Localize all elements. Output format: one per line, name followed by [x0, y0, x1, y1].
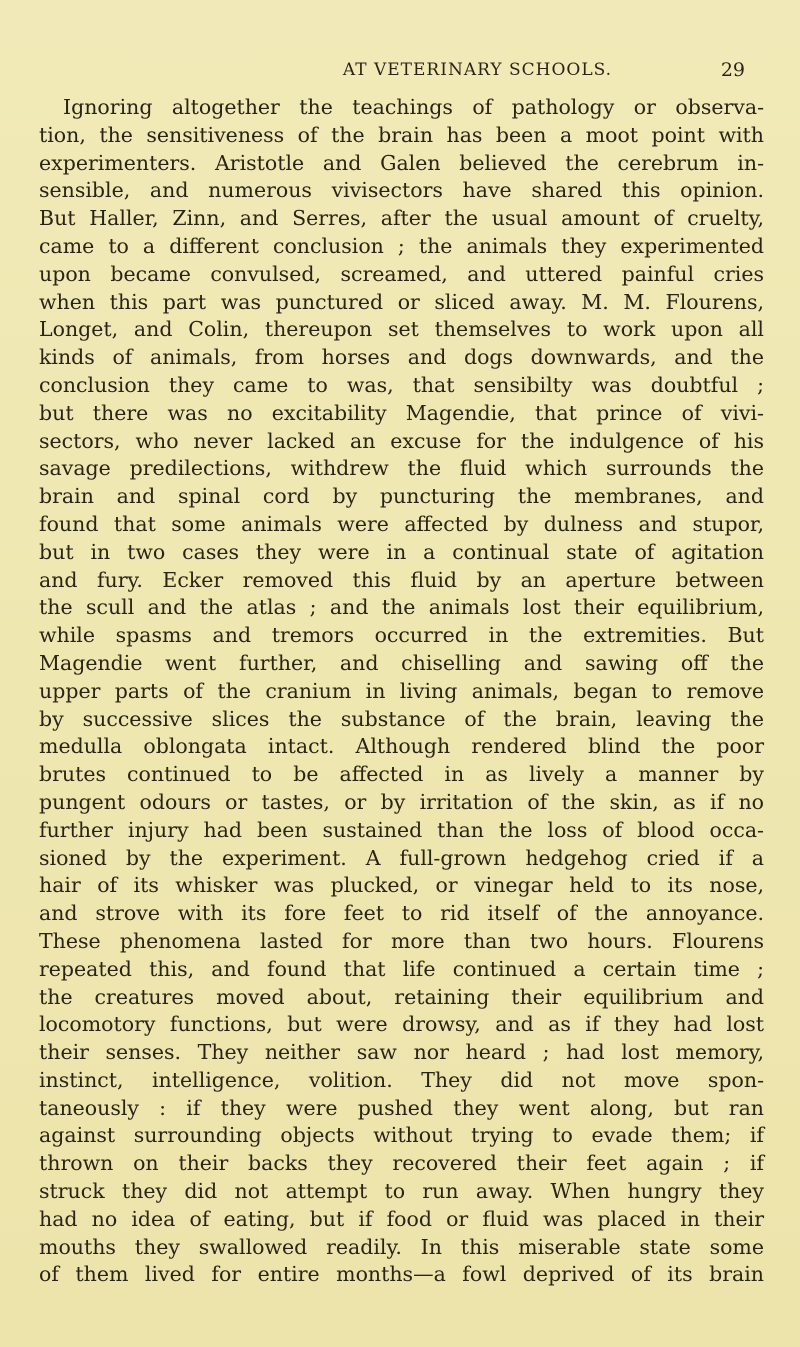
running-title: AT VETERINARY SCHOOLS.	[342, 60, 613, 80]
text-line: pungent odours or tastes, or by irritation of the skin, as if no	[39, 789, 764, 814]
text-line: medulla oblongata intact. Although rendered blind the poor	[39, 734, 764, 759]
text-line: kinds of animals, from horses and dogs downwards, and the	[39, 345, 764, 370]
text-line: brutes continued to be affected in as lively a manner by	[39, 762, 764, 787]
text-line: of them lived for entire months—a fowl deprived of its brain	[39, 1262, 764, 1287]
text-line: against surrounding objects without trying to evade them; if	[39, 1123, 764, 1148]
text-line: the scull and the atlas ; and the animals lost their equilibrium,	[39, 595, 764, 620]
text-line: mouths they swallowed readily. In this miserable state some	[39, 1234, 764, 1259]
text-line: Longet, and Colin, thereupon set themselves to work upon all	[39, 317, 764, 342]
text-line: But Haller, Zinn, and Serres, after the usual amount of cruelty,	[39, 206, 764, 231]
text-line: found that some animals were affected by dulness and stupor,	[39, 511, 764, 536]
text-line: had no idea of eating, but if food or fluid was placed in their	[39, 1206, 764, 1231]
text-line: hair of its whisker was plucked, or vinegar held to its nose,	[39, 873, 764, 898]
text-line: but in two cases they were in a continual state of agitation	[39, 539, 764, 564]
text-line: upper parts of the cranium in living animals, began to remove	[39, 678, 764, 703]
text-line: instinct, intelligence, volition. They did not move spon-	[39, 1067, 764, 1092]
text-line: sensible, and numerous vivisectors have shared this opinion.	[39, 178, 764, 203]
text-line: sectors, who never lacked an excuse for the indulgence of his	[39, 428, 764, 453]
text-line: further injury had been sustained than the loss of blood occa-	[39, 817, 764, 842]
text-line: taneously : if they were pushed they went along, but ran	[39, 1095, 764, 1120]
text-line: These phenomena lasted for more than two hours. Flourens	[39, 928, 764, 953]
text-line: but there was no excitability Magendie, that prince of vivi-	[39, 400, 764, 425]
text-line: when this part was punctured or sliced away. M. M. Flourens,	[39, 289, 764, 314]
text-line: struck they did not attempt to run away. When hungry they	[39, 1179, 764, 1204]
text-line: repeated this, and found that life continued a certain time ;	[39, 956, 764, 981]
text-line: their senses. They neither saw nor heard ; had lost memory,	[39, 1040, 764, 1065]
text-line: while spasms and tremors occurred in the extremities. But	[39, 623, 764, 648]
text-line: conclusion they came to was, that sensibilty was doubtful ;	[39, 372, 764, 397]
text-line: thrown on their backs they recovered their feet again ; if	[39, 1151, 764, 1176]
running-head	[230, 58, 745, 82]
page-number: 29	[720, 59, 745, 81]
text-line: Magendie went further, and chiselling and sawing off the	[39, 650, 764, 675]
text-line: the creatures moved about, retaining their equilibrium and	[39, 984, 764, 1009]
text-line: came to a different conclusion ; the animals they experimented	[39, 233, 764, 258]
text-line: tion, the sensitiveness of the brain has been a moot point with	[39, 122, 764, 147]
body-text	[39, 94, 764, 1289]
text-line: sioned by the experiment. A full-grown hedgehog cried if a	[39, 845, 764, 870]
text-line: experimenters. Aristotle and Galen believed the cerebrum in-	[39, 150, 764, 175]
text-line: Ignoring altogether the teachings of pathology or observa-	[63, 95, 764, 119]
text-line: by successive slices the substance of the brain, leaving the	[39, 706, 764, 731]
text-line: and strove with its fore feet to rid itself of the annoyance.	[39, 901, 764, 926]
text-line: upon became convulsed, screamed, and uttered painful cries	[39, 261, 764, 286]
text-line: and fury. Ecker removed this fluid by an aperture between	[39, 567, 764, 592]
text-line: savage predilections, withdrew the fluid which surrounds the	[39, 456, 764, 481]
text-line: locomotory functions, but were drowsy, and as if they had lost	[39, 1012, 764, 1037]
text-line: brain and spinal cord by puncturing the membranes, and	[39, 484, 764, 509]
